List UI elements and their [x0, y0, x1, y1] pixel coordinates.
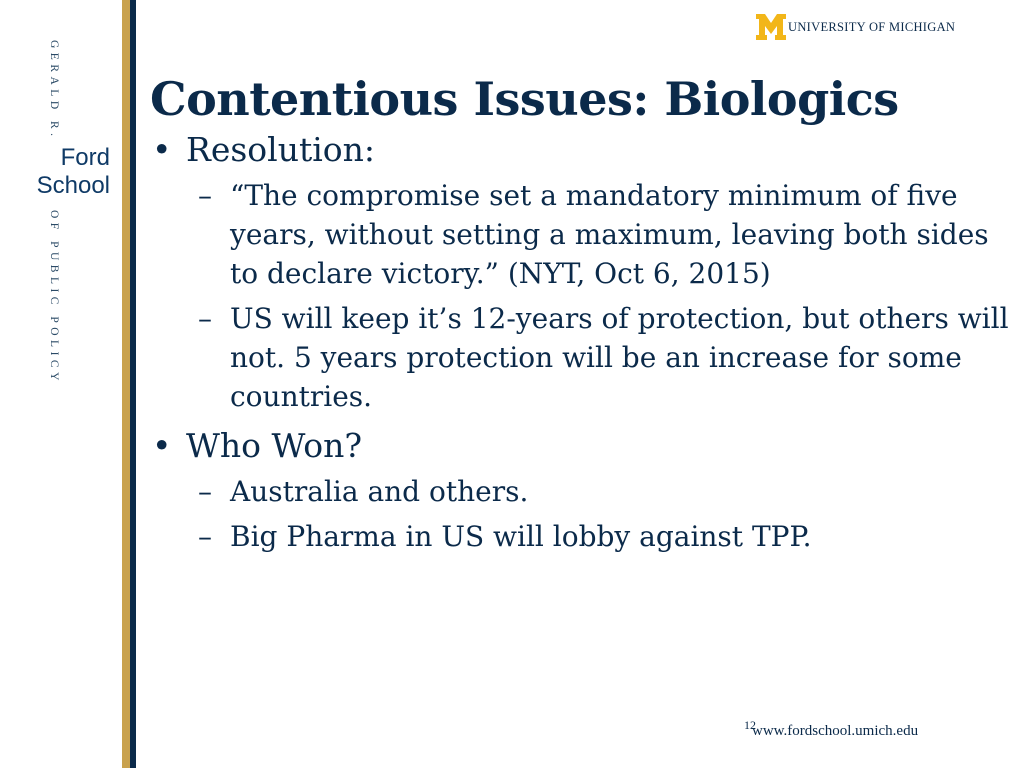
sidebar-text-public-policy: OF PUBLIC POLICY: [48, 210, 60, 385]
footer-url[interactable]: www.fordschool.umich.edu: [752, 723, 919, 739]
sub-bullet-text: “The compromise set a mandatory minimum of five years, without setting a maximum, leaving both sides to declare victory.” (NYT, Oct 6, 2015): [230, 179, 989, 290]
bullet-item: [140, 130, 1010, 170]
sub-bullet-text: US will keep it’s 12-years of protection, but others will not. 5 years protection will be an increase for some countries.: [230, 302, 1009, 413]
sub-bullet-marker: –: [198, 179, 212, 212]
sub-bullet-marker: –: [198, 520, 212, 553]
sub-bullet-item: [140, 176, 1010, 293]
sub-bullet-item: [140, 472, 1010, 511]
university-header: [756, 14, 955, 40]
university-name: UNIVERSITY OF MICHIGAN: [788, 20, 956, 34]
bullet-item: [140, 426, 1010, 466]
gold-divider-bar: [122, 0, 130, 768]
sub-bullet-text: Australia and others.: [230, 475, 529, 508]
block-m-icon: [756, 14, 786, 40]
sub-bullet-item: [140, 517, 1010, 556]
bullet-text: Who Won?: [186, 426, 363, 465]
bullet-marker: •: [152, 426, 172, 465]
sub-bullet-item: [140, 299, 1010, 416]
sub-bullet-marker: –: [198, 302, 212, 335]
navy-divider-bar: [130, 0, 136, 768]
ford-logo-line2: School: [36, 172, 110, 199]
bullet-marker: •: [152, 130, 172, 169]
slide-body: [140, 130, 1010, 672]
ford-logo-line1: Ford: [60, 144, 110, 171]
slide-title: Contentious Issues: Biologics: [150, 72, 899, 126]
ford-school-logo: [0, 144, 110, 200]
page-number: 12: [744, 718, 756, 732]
sub-bullet-marker: –: [198, 475, 212, 508]
sub-bullet-text: Big Pharma in US will lobby against TPP.: [230, 520, 812, 553]
slide-content: [140, 130, 1010, 556]
sidebar-text-gerald: GERALD R.: [48, 40, 60, 141]
sidebar-branding: [0, 0, 122, 768]
bullet-text: Resolution:: [186, 130, 376, 169]
